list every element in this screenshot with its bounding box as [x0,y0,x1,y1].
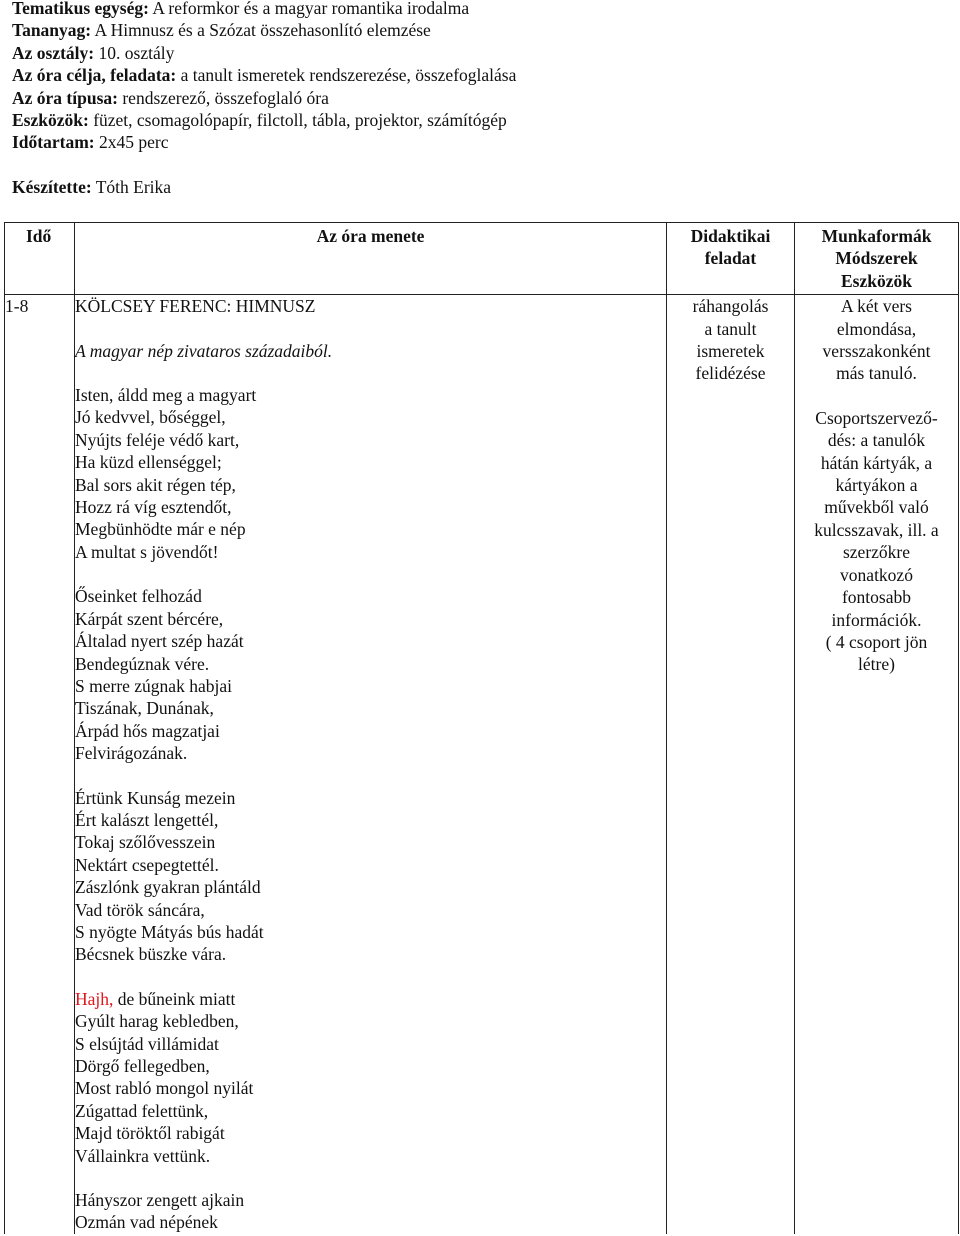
poem-stanza-1: Isten, áldd meg a magyart Jó kedvvel, bőséggel, Nyújts feléje védő kart, Ha küzd ellenséggel; Bal sors akit régen tép, Hozz rá víg esztendőt, Megbünhödte már e nép A multat s jövendőt! [75,385,257,562]
poem-stanza-2: Őseinket felhozád Kárpát szent bércére, Általad nyert szép hazát Bendegúznak vére. S merre zúgnak habjai Tiszának, Dunának, Árpád hős magzatjai Felvirágozának. [75,586,244,764]
poem-title: KÖLCSEY FERENC: HIMNUSZ [75,296,316,317]
header-time: Idő [5,223,75,295]
lesson-plan-table [4,222,959,1234]
poem-stanza-3: Értünk Kunság mezein Ért kalászt lengettél, Tokaj szőlővesszein Nektárt csepegtettél. Zászlónk gyakran plántáld Vad török sáncára, S nyögte Mátyás bús hadát Bécsnek büszke vára. [75,787,264,965]
header-content: Az óra menete [75,223,667,295]
lesson-header [12,0,516,154]
header-task: Didaktikai feladat [667,223,795,295]
header-line-goal: Az óra célja, feladata: a tanult ismeretek rendszerezése, összefoglalása [12,65,517,86]
header-line-type: Az óra típusa: rendszerező, összefoglaló óra [12,87,329,108]
row-task: ráhangolás a tanult ismeretek felidézése [667,295,795,1234]
table-header-row [5,223,959,295]
poem-stanza-5: Hányszor zengett ajkain Ozmán vad népének [75,1190,245,1233]
row-content [75,295,667,1234]
author-name: Tóth Erika [91,177,172,197]
highlighted-word: Hajh, [75,988,114,1009]
forms-block-recital: A két vers elmondása, versszakonként más tanuló. [822,296,931,384]
header-line-tools: Eszközök: füzet, csomagolópapír, filctoll, tábla, projektor, számítógép [12,110,507,131]
header-line-class: Az osztály: 10. osztály [12,42,175,63]
poem-subtitle: A magyar nép zivataros századaiból. [75,340,333,361]
forms-block-groups: Csoportszervező- dés: a tanulók hátán kártyák, a kártyákon a művekből való kulcsszavak, ill. a szerzőkre vonatkozó fontosabb információk. ( 4 csoport jön létre) [814,407,939,675]
poem-stanza-4: Hajh, de bűneink miatt Gyúlt harag kebledben, S elsújtád villámidat Dörgő fellegedben, Most rabló mongol nyilát Zúgattad felettünk, Majd töröktől rabigát Vállainkra vettünk. [75,988,254,1166]
header-forms: Munkaformák Módszerek Eszközök [795,223,959,295]
row-forms [795,295,959,1234]
author-label: Készítette: [12,177,92,197]
header-line-duration: Időtartam: 2x45 perc [12,132,169,153]
author-line [12,176,171,198]
table-row [5,295,959,1234]
header-line-topic: Tematikus egység: A reformkor és a magyar romantika irodalma [12,0,470,18]
header-line-material: Tananyag: A Himnusz és a Szózat összehasonlító elemzése [12,20,431,41]
row-time: 1-8 [5,295,75,1234]
